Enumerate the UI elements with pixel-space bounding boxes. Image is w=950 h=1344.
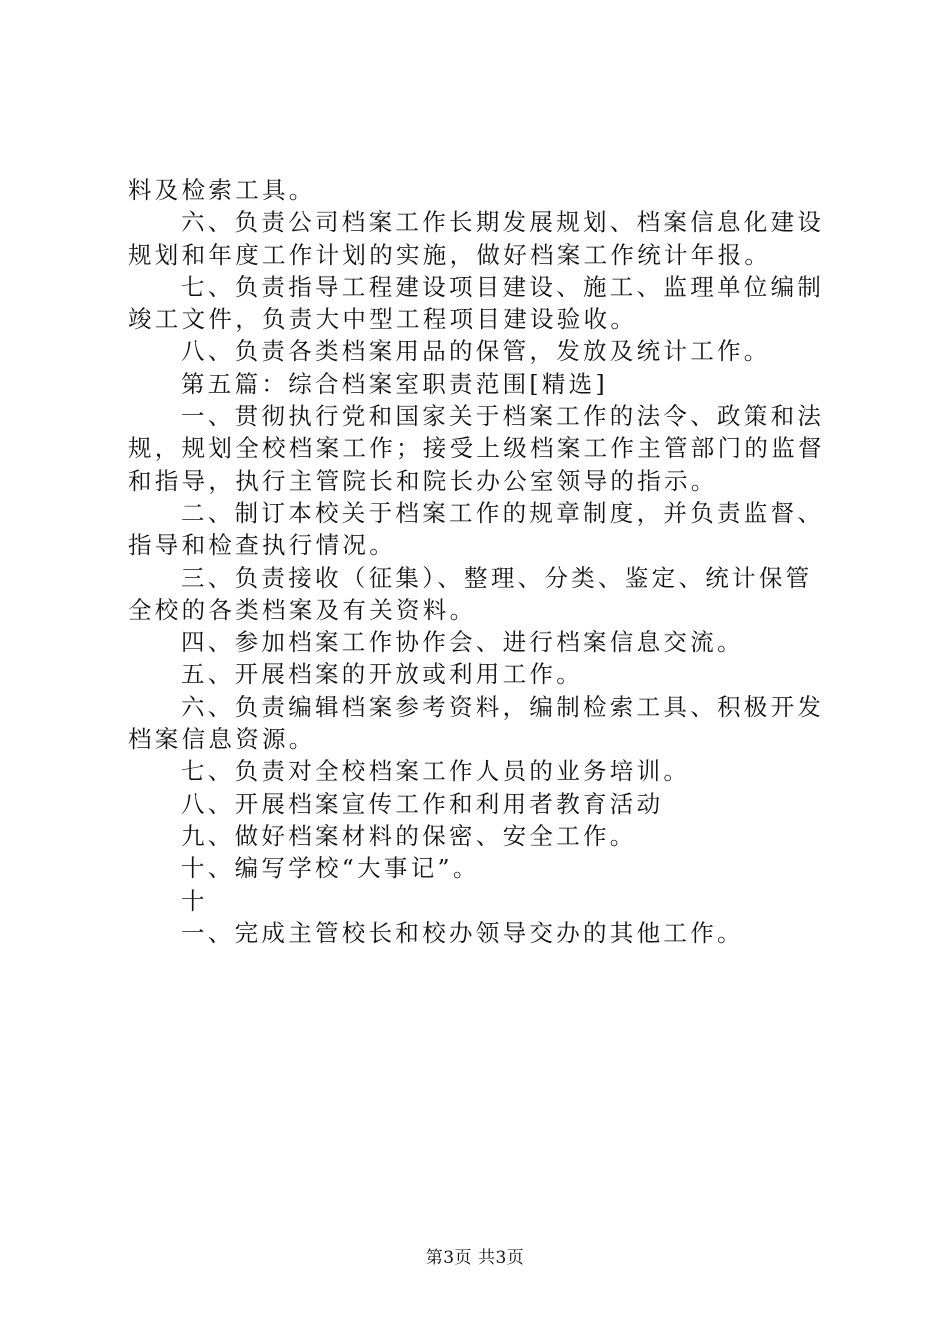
paragraph: 八、负责各类档案用品的保管，发放及统计工作。 — [181, 337, 771, 366]
paragraph: 一、贯彻执行党和国家关于档案工作的法令、政策和法规，规划全校档案工作；接受上级档案工作主管部门的监督和指导，执行主管院长和院长办公室领导的指示。 — [128, 402, 825, 495]
paragraph: 七、负责指导工程建设项目建设、施工、监理单位编制竣工文件，负责大中型工程项目建设验收。 — [128, 272, 825, 334]
document-body — [128, 174, 834, 949]
paragraph: 四、参加档案工作协作会、进行档案信息交流。 — [181, 628, 744, 657]
paragraph: 六、负责公司档案工作长期发展规划、档案信息化建设规划和年度工作计划的实施，做好档案工作统计年报。 — [128, 208, 825, 269]
paragraph: 九、做好档案材料的保密、安全工作。 — [181, 821, 637, 850]
paragraph: 十、编写学校“大事记”。 — [181, 854, 480, 883]
page-footer: 第3页 共3页 — [425, 1248, 525, 1268]
paragraph: 料及检索工具。 — [128, 176, 316, 204]
paragraph: 五、开展档案的开放或利用工作。 — [181, 660, 583, 689]
paragraph: 二、制订本校关于档案工作的规章制度，并负责监督、指导和检查执行情况。 — [128, 498, 825, 560]
paragraph: 七、负责对全校档案工作人员的业务培训。 — [181, 757, 691, 786]
paragraph: 三、负责接收（征集）、整理、分类、鉴定、统计保管全校的各类档案及有关资料。 — [128, 563, 813, 624]
paragraph: 一、完成主管校长和校办领导交办的其他工作。 — [181, 918, 744, 947]
paragraph: 十 — [181, 886, 208, 915]
section-heading: 第五篇：综合档案室职责范围[精选] — [181, 369, 608, 398]
paragraph: 八、开展档案宣传工作和利用者教育活动 — [181, 789, 664, 818]
paragraph: 六、负责编辑档案参考资料，编制检索工具、积极开发档案信息资源。 — [128, 692, 825, 754]
